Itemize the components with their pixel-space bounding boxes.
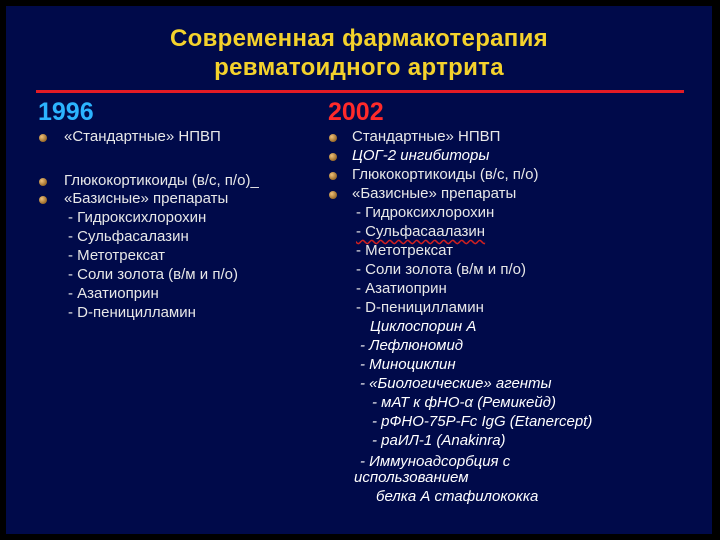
- list-item: - Сульфасалазин: [68, 228, 189, 245]
- title-line-1: Современная фармакотерапия: [170, 25, 548, 52]
- list-item: ЦОГ-2 ингибиторы: [352, 147, 490, 164]
- slide: [6, 6, 712, 534]
- bullet-icon: [39, 134, 47, 142]
- bullet-icon: [39, 196, 47, 204]
- list-item: Глюкокортикоиды (в/с, п/о)_: [64, 172, 259, 189]
- list-item: - рФНО-75Р-Fc IgG (Etanercept): [372, 413, 593, 430]
- list-item: Циклоспорин А: [370, 318, 477, 335]
- list-item: - Лефлюномид: [360, 337, 464, 354]
- list-item: - мАТ к фНО-α (Ремикейд): [372, 394, 556, 411]
- list-item: - Гидроксихлорохин: [356, 204, 495, 221]
- list-item: - Азатиоприн: [68, 285, 159, 302]
- bullet-icon: [329, 191, 337, 199]
- bullet-icon: [329, 134, 337, 142]
- list-item: - D-пеницилламин: [356, 299, 484, 316]
- list-item: - Соли золота (в/м и п/о): [68, 266, 238, 283]
- list-item: «Базисные» препараты: [64, 190, 229, 207]
- list-item: - Метотрексат: [356, 242, 454, 259]
- list-item: - D-пеницилламин: [68, 304, 196, 321]
- list-item: - Сульфасаалазин: [356, 223, 486, 240]
- year-1996-heading: 1996: [38, 98, 94, 126]
- slide-title: [6, 24, 712, 82]
- list-item: - «Биологические» агенты: [360, 375, 552, 392]
- list-item: Стандартные» НПВП: [352, 128, 501, 145]
- list-item: «Стандартные» НПВП: [64, 128, 221, 145]
- title-line-2: ревматоидного артрита: [214, 54, 504, 81]
- list-item: - Гидроксихлорохин: [68, 209, 207, 226]
- list-item: белка А стафилококка: [376, 488, 539, 505]
- list-item: «Базисные» препараты: [352, 185, 517, 202]
- list-item: Глюкокортикоиды (в/с, п/о): [352, 166, 539, 183]
- list-item: использованием: [354, 469, 469, 486]
- bullet-icon: [329, 153, 337, 161]
- year-2002-heading: 2002: [328, 98, 384, 126]
- list-item: - Иммуноадсорбция с: [360, 453, 511, 470]
- bullet-icon: [39, 178, 47, 186]
- list-item: - Миноциклин: [360, 356, 456, 373]
- list-item: - Метотрексат: [68, 247, 166, 264]
- title-divider: [36, 90, 684, 93]
- list-item: - раИЛ-1 (Anakinra): [372, 432, 506, 449]
- bullet-icon: [329, 172, 337, 180]
- list-item: - Соли золота (в/м и п/о): [356, 261, 526, 278]
- list-item: - Азатиоприн: [356, 280, 447, 297]
